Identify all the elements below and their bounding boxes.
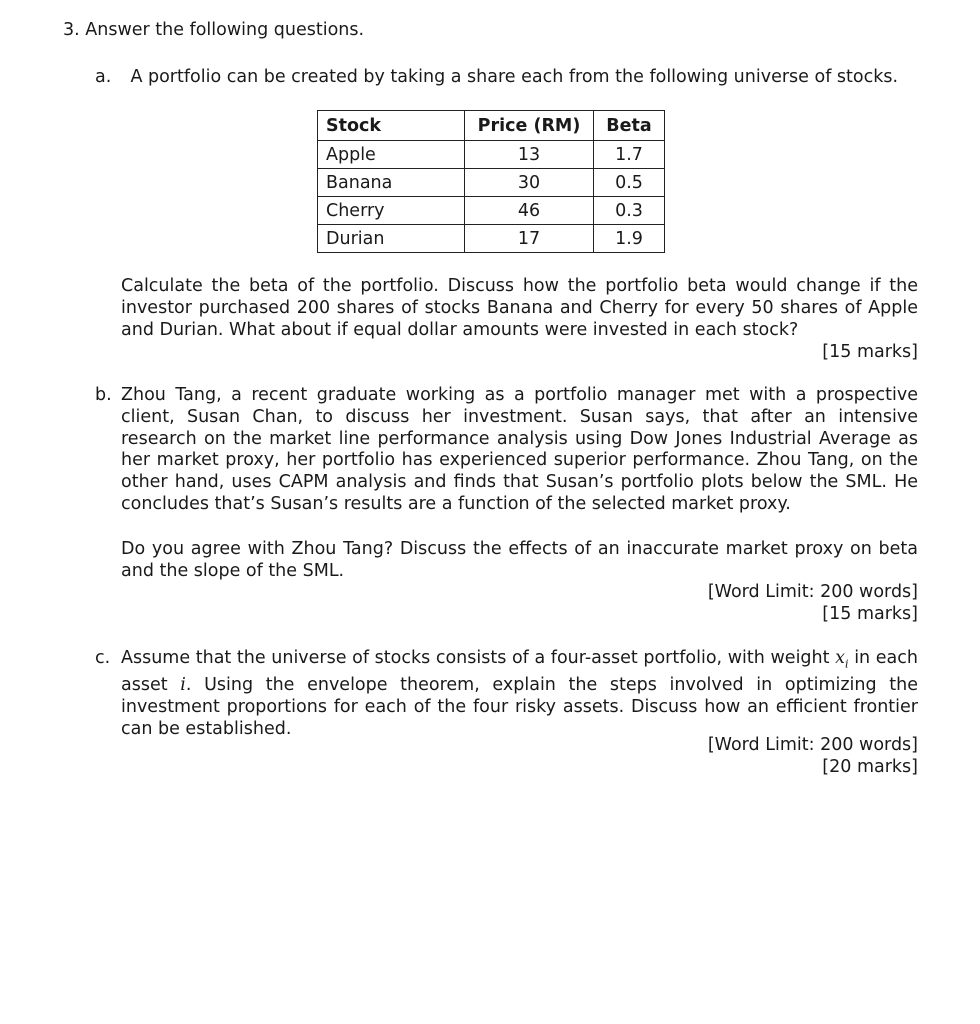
- part-c-label: c.: [95, 648, 111, 668]
- part-a-question: Calculate the beta of the portfolio. Discuss how the portfolio beta would change if the investor purchased 200 shares of stocks Banana and Cherry for every 50 shares of Apple and Durian. What about if equal dollar amounts were invested in each stock?: [121, 276, 918, 340]
- table-row: [318, 225, 665, 253]
- table-row: [318, 141, 665, 169]
- part-c-text-1: Assume that the universe of stocks consists of a four-asset portfolio, with weight: [121, 648, 830, 668]
- cell-stock: Apple: [318, 141, 465, 169]
- cell-stock: Durian: [318, 225, 465, 253]
- question-heading: 3. Answer the following questions.: [63, 20, 365, 40]
- part-c-text: [121, 648, 918, 741]
- cell-price: 30: [465, 169, 594, 197]
- part-a-marks: [15 marks]: [822, 342, 918, 362]
- variable-x: $x_i$: [835, 648, 849, 671]
- cell-price: 13: [465, 141, 594, 169]
- stock-table: [317, 110, 665, 253]
- cell-stock: Banana: [318, 169, 465, 197]
- cell-beta: 1.9: [594, 225, 665, 253]
- table-row: [318, 197, 665, 225]
- part-c-text-2: in each asset: [121, 648, 918, 696]
- part-b-marks: [15 marks]: [822, 604, 918, 624]
- cell-price: 17: [465, 225, 594, 253]
- cell-stock: Cherry: [318, 197, 465, 225]
- part-c-marks: [20 marks]: [822, 757, 918, 777]
- part-b-label: b.: [95, 385, 112, 405]
- cell-beta: 0.5: [594, 169, 665, 197]
- part-c-word-limit: [Word Limit: 200 words]: [707, 735, 918, 755]
- cell-price: 46: [465, 197, 594, 225]
- part-b-word-limit: [Word Limit: 200 words]: [707, 582, 918, 602]
- part-b-paragraph-1: Zhou Tang, a recent graduate working as a portfolio manager met with a prospective client, Susan Chan, to discuss her investment. Susan says, that after an intensive research on the market line performance analysis using Dow Jones Industrial Average as her market proxy, her portfolio has experienced superior performance. Zhou Tang, on the other hand, uses CAPM analysis and finds that Susan’s portfolio plots below the SML. He concludes that’s Susan’s results are a function of the selected market proxy.: [121, 385, 918, 514]
- table-header-row: [318, 111, 665, 141]
- part-a-intro: A portfolio can be created by taking a share each from the following universe of stocks.: [130, 67, 899, 87]
- header-price: Price (RM): [465, 111, 594, 141]
- cell-beta: 0.3: [594, 197, 665, 225]
- part-a-label: a.: [95, 67, 112, 87]
- header-stock: Stock: [318, 111, 465, 141]
- table-row: [318, 169, 665, 197]
- cell-beta: 1.7: [594, 141, 665, 169]
- variable-i: i: [180, 675, 186, 696]
- header-beta: Beta: [594, 111, 665, 141]
- part-c-text-3: . Using the envelope theorem, explain the steps involved in optimizing the investment proportions for each of the four risky assets. Discuss how an efficient frontier can be established.: [121, 675, 918, 739]
- part-b-paragraph-2: Do you agree with Zhou Tang? Discuss the effects of an inaccurate market proxy on beta and the slope of the SML.: [121, 539, 918, 581]
- part-a-intro-line: [95, 67, 898, 87]
